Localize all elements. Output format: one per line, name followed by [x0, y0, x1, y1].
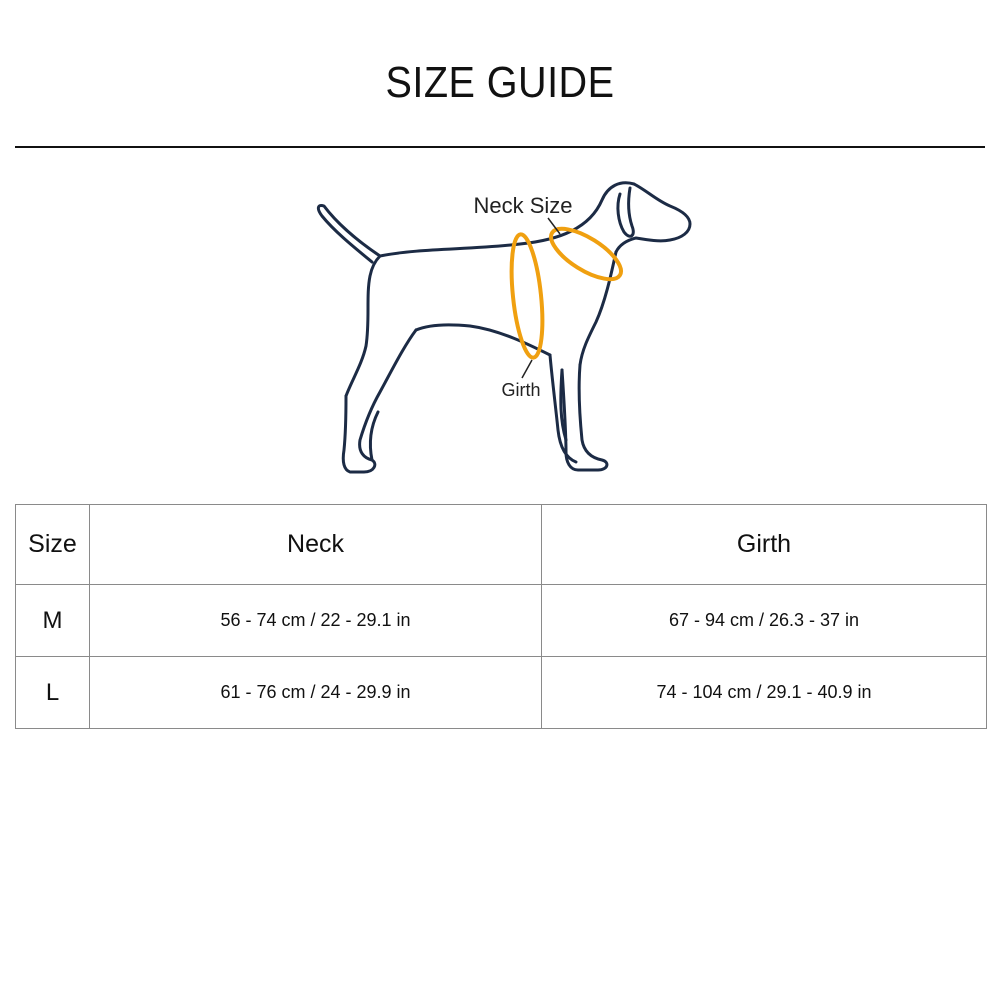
header-neck: Neck	[90, 505, 542, 585]
dog-measurement-diagram	[290, 170, 710, 490]
dog-outline-icon	[318, 183, 690, 472]
girth-leader-line	[522, 360, 532, 378]
table-row	[16, 585, 987, 657]
girth-label: Girth	[501, 380, 541, 400]
girth-loop-icon	[507, 233, 548, 359]
table-row	[16, 657, 987, 729]
neck-cell: 56 - 74 cm / 22 - 29.1 in	[90, 585, 542, 657]
header-size: Size	[16, 505, 90, 585]
neck-size-label: Neck Size	[473, 193, 573, 218]
title-divider	[15, 146, 985, 148]
table-header-row	[16, 505, 987, 585]
page-title: SIZE GUIDE	[385, 58, 615, 107]
neck-cell: 61 - 76 cm / 24 - 29.9 in	[90, 657, 542, 729]
size-table	[15, 504, 987, 729]
girth-cell: 67 - 94 cm / 26.3 - 37 in	[542, 585, 987, 657]
size-cell: M	[16, 585, 90, 657]
measurement-highlights	[507, 219, 629, 359]
header-girth: Girth	[542, 505, 987, 585]
girth-cell: 74 - 104 cm / 29.1 - 40.9 in	[542, 657, 987, 729]
size-cell: L	[16, 657, 90, 729]
